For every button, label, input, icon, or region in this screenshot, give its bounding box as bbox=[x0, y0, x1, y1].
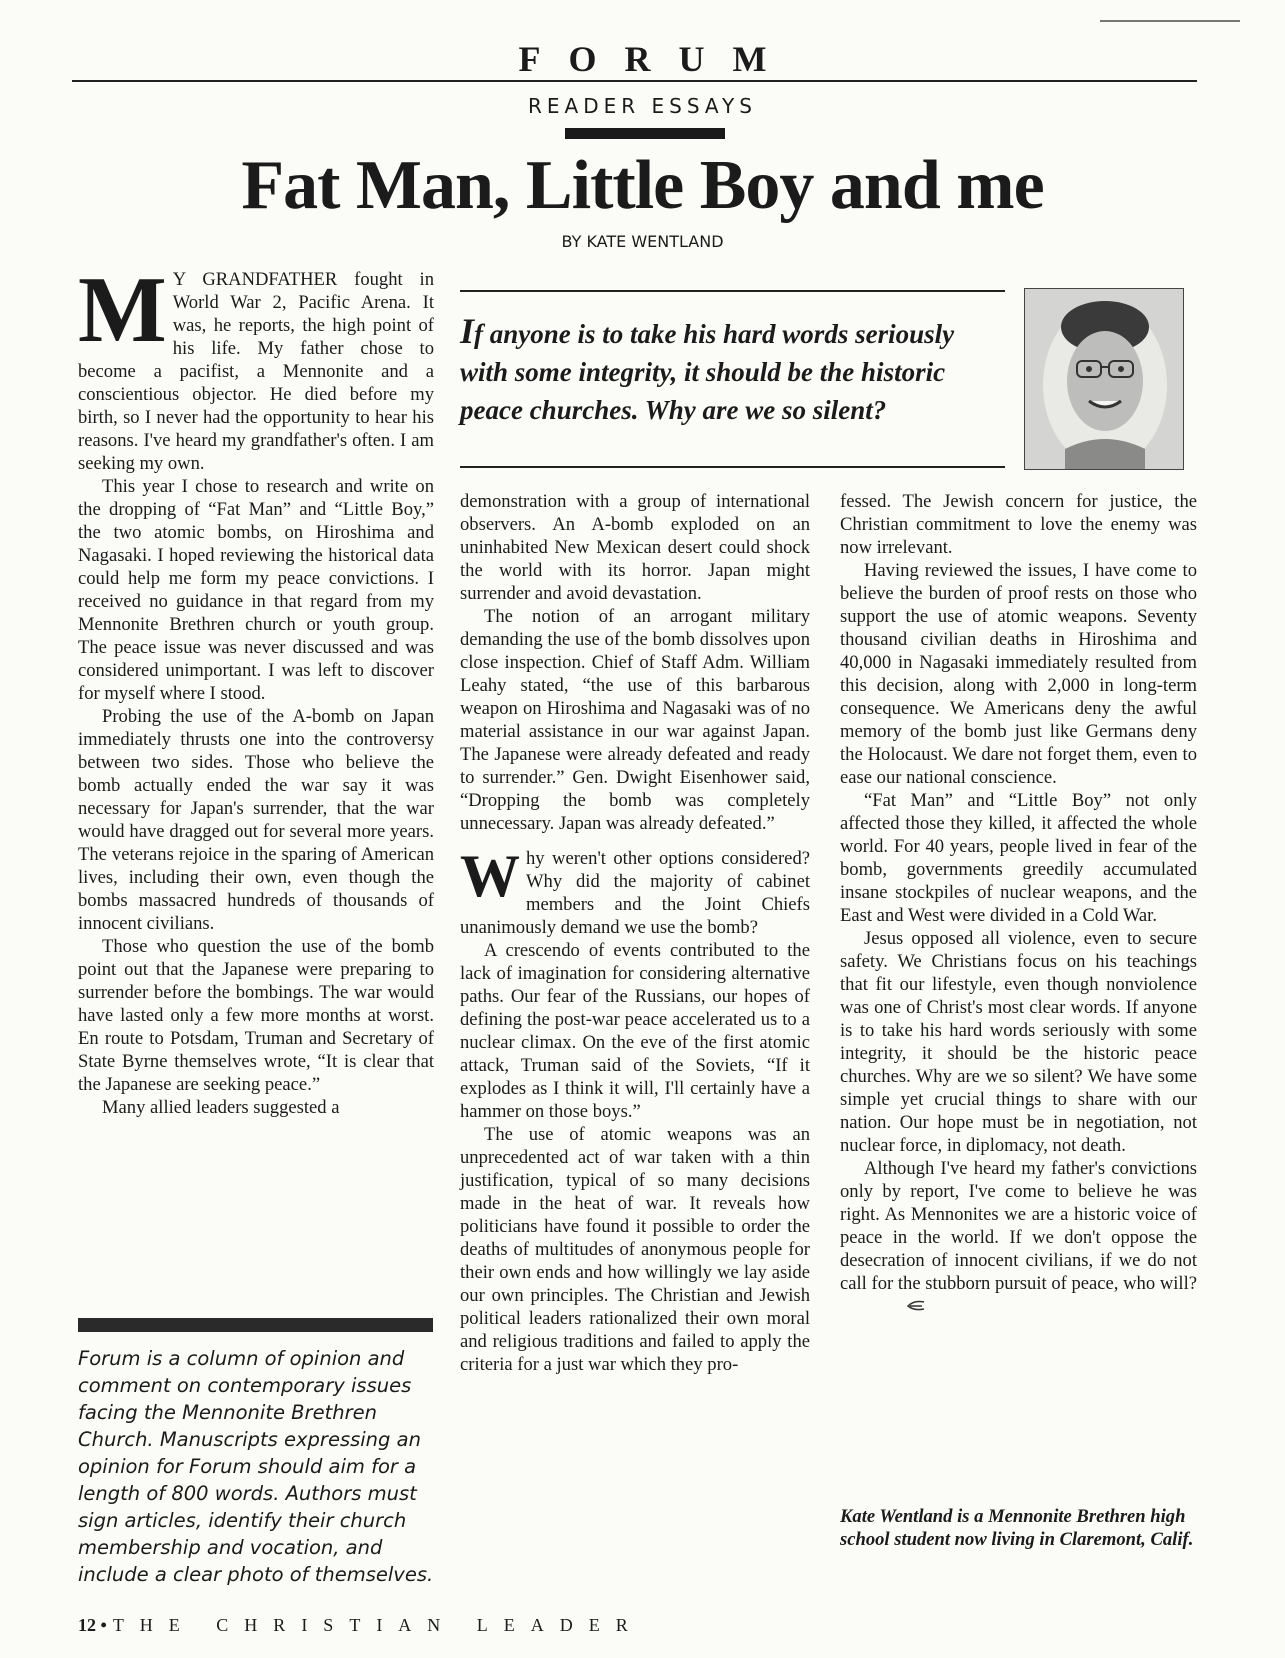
author-portrait-graphic bbox=[1025, 289, 1183, 469]
drop-cap: M bbox=[78, 258, 167, 362]
pull-quote bbox=[460, 312, 965, 429]
paragraph: Having reviewed the issues, I have come to believe the burden of proof rests on those who support the use of atomic weapons. Seventy thousand civilian deaths in Hiroshima and 40,000 in Nagasaki immediately resulted from this decision, along with 2,000 in long-term consequence. We Americans deny the awful memory of the bomb just like Germans deny the Holocaust. We dare not forget them, even to ease our national conscience. bbox=[840, 560, 1197, 788]
section-bar bbox=[565, 128, 725, 139]
page-footer bbox=[78, 1615, 644, 1636]
paragraph: fessed. The Jewish concern for justice, the Christian commitment to love the enemy was now irrelevant. bbox=[840, 491, 1197, 558]
drop-cap: W bbox=[460, 843, 520, 909]
paragraph: The use of atomic weapons was an unprecedented act of war taken with a thin justification, typical of so many decisions made in the heat of war. It reveals how politicians have found it possible to order the deaths of multitudes of anonymous people for their own ends and how willingly we lay aside our own principles. The Christian and Jewish political leaders rationalized their own moral and religious traditions and failed to apply the criteria for a just war which they pro- bbox=[460, 1124, 810, 1375]
section-label: READER ESSAYS bbox=[528, 94, 757, 118]
paragraph: Why weren't other options considered? Why did the majority of cabinet members and the Joint Chiefs unanimously demand we use the bomb? bbox=[460, 843, 810, 938]
paragraph: Probing the use of the A-bomb on Japan immediately thrusts one into the controversy between two sides. Those who believe the bomb actually ended the war say it was necessary for Japan's surrender, that the war would have dragged out for several more years. The veterans rejoice in the sparing of American lives, including their own, even though the bombs massacred hundreds of thousands of innocent civilians. bbox=[78, 706, 434, 934]
corner-rule bbox=[1100, 20, 1240, 22]
forum-heading: FORUM bbox=[518, 39, 795, 79]
paragraph: Jesus opposed all violence, even to secure safety. We Christians focus on his teachings that fit our lifestyle, even though nonviolence was one of Christ's most clear words. If anyone is to take his hard words seriously with some integrity, it should be the historic peace churches. Why are we so silent? We have some simple yet crucial things to share with our nation. Our hope must be in negotiation, not nuclear force, in diplomacy, not death. bbox=[840, 928, 1197, 1156]
page-number: 12 • bbox=[78, 1615, 107, 1635]
forum-note-bar bbox=[78, 1318, 433, 1332]
paragraph: M Y GRANDFATHER fought in World War 2, Pacific Arena. It was, he reports, the high point of his life. My father chose to become a pacifist, a Mennonite and a conscientious objector. He died before my birth, so I never had the opportunity to hear his reasons. I've heard my grandfather's often. I am seeking my own. bbox=[78, 258, 434, 474]
paragraph: This year I chose to research and write on the dropping of “Fat Man” and “Little Boy,” the two atomic bombs, on Hiroshima and Nagasaki. I hoped reviewing the historical data could help me form my peace convictions. I received no guidance in that regard from my Mennonite Brethren church or youth group. The peace issue was never discussed and was considered unimportant. I was left to discover for myself where I stood. bbox=[78, 476, 434, 704]
header-rule bbox=[72, 80, 1197, 82]
pull-quote-rule-bottom bbox=[460, 466, 1005, 468]
paragraph: Although I've heard my father's convictions only by report, I've come to believe he was right. As Mennonites we are a historic voice of peace in the world. If we don't oppose the desecration of innocent civilians, if we do not call for the stubborn pursuit of peace, who will? bbox=[840, 1157, 1197, 1319]
paragraph: Those who question the use of the bomb point out that the Japanese were preparing to surrender before the bombings. The war would have lasted only a few more months at worst. En route to Potsdam, Truman and Secretary of State Byrne themselves wrote, “It is clear that the Japanese are seeking peace.” bbox=[78, 936, 434, 1095]
article-column-1 bbox=[78, 258, 434, 1119]
article-column-3 bbox=[840, 490, 1197, 1319]
pull-quote-rule-top bbox=[460, 290, 1005, 292]
paragraph: A crescendo of events contributed to the lack of imagination for considering alternative paths. Our fear of the Russians, our hopes of defining the post-war peace accelerated us to a nuclear climax. On the eve of the first atomic attack, Truman said of the Soviets, “If it explodes as I think it will, I'll certainly have a hammer on those boys.” bbox=[460, 940, 810, 1122]
author-photo bbox=[1024, 288, 1184, 470]
paragraph: Many allied leaders suggested a bbox=[102, 1097, 340, 1118]
headline: Fat Man, Little Boy and me bbox=[241, 147, 1044, 224]
paragraph: demonstration with a group of international observers. An A-bomb exploded on an uninhabited New Mexican desert could shock the world with its horror. Japan might surrender and avoid devastation. bbox=[460, 491, 810, 604]
pull-quote-initial: I bbox=[460, 311, 475, 351]
paragraph: The notion of an arrogant military demanding the use of the bomb dissolves upon close inspection. Chief of Staff Adm. William Leahy stated, “the use of this barbarous weapon on Hiroshima and Nagasaki was of no material assistance in our war against Japan. The Japanese were already defeated and ready to surrender.” Gen. Dwight Eisenhower said, “Dropping the bomb was completely unnecessary. Japan was already defeated.” bbox=[460, 606, 810, 834]
author-bio: Kate Wentland is a Mennonite Brethren high school student now living in Claremont, Calif. bbox=[840, 1506, 1194, 1550]
end-mark-icon bbox=[880, 1296, 926, 1319]
pull-quote-text: f anyone is to take his hard words seriously with some integrity, it should be the historic peace churches. Why are we so silent? bbox=[460, 319, 955, 425]
publication-name: THE CHRISTIAN LEADER bbox=[112, 1615, 644, 1635]
paragraph: “Fat Man” and “Little Boy” not only affected those they killed, it affected the whole world. For 40 years, people lived in fear of the bomb, governments greedily accumulated insane stockpiles of nuclear weapons, and the East and West were divided in a Cold War. bbox=[840, 790, 1197, 926]
forum-note: Forum is a column of opinion and comment on contemporary issues facing the Mennonite Brethren Church. Manuscripts expressing an opinion for Forum should aim for a length of 800 words. Authors must sign articles, identify their church membership and vocation, and include a clear photo of themselves. bbox=[78, 1347, 434, 1586]
article-column-2 bbox=[460, 490, 810, 1376]
byline: BY KATE WENTLAND bbox=[561, 232, 724, 251]
